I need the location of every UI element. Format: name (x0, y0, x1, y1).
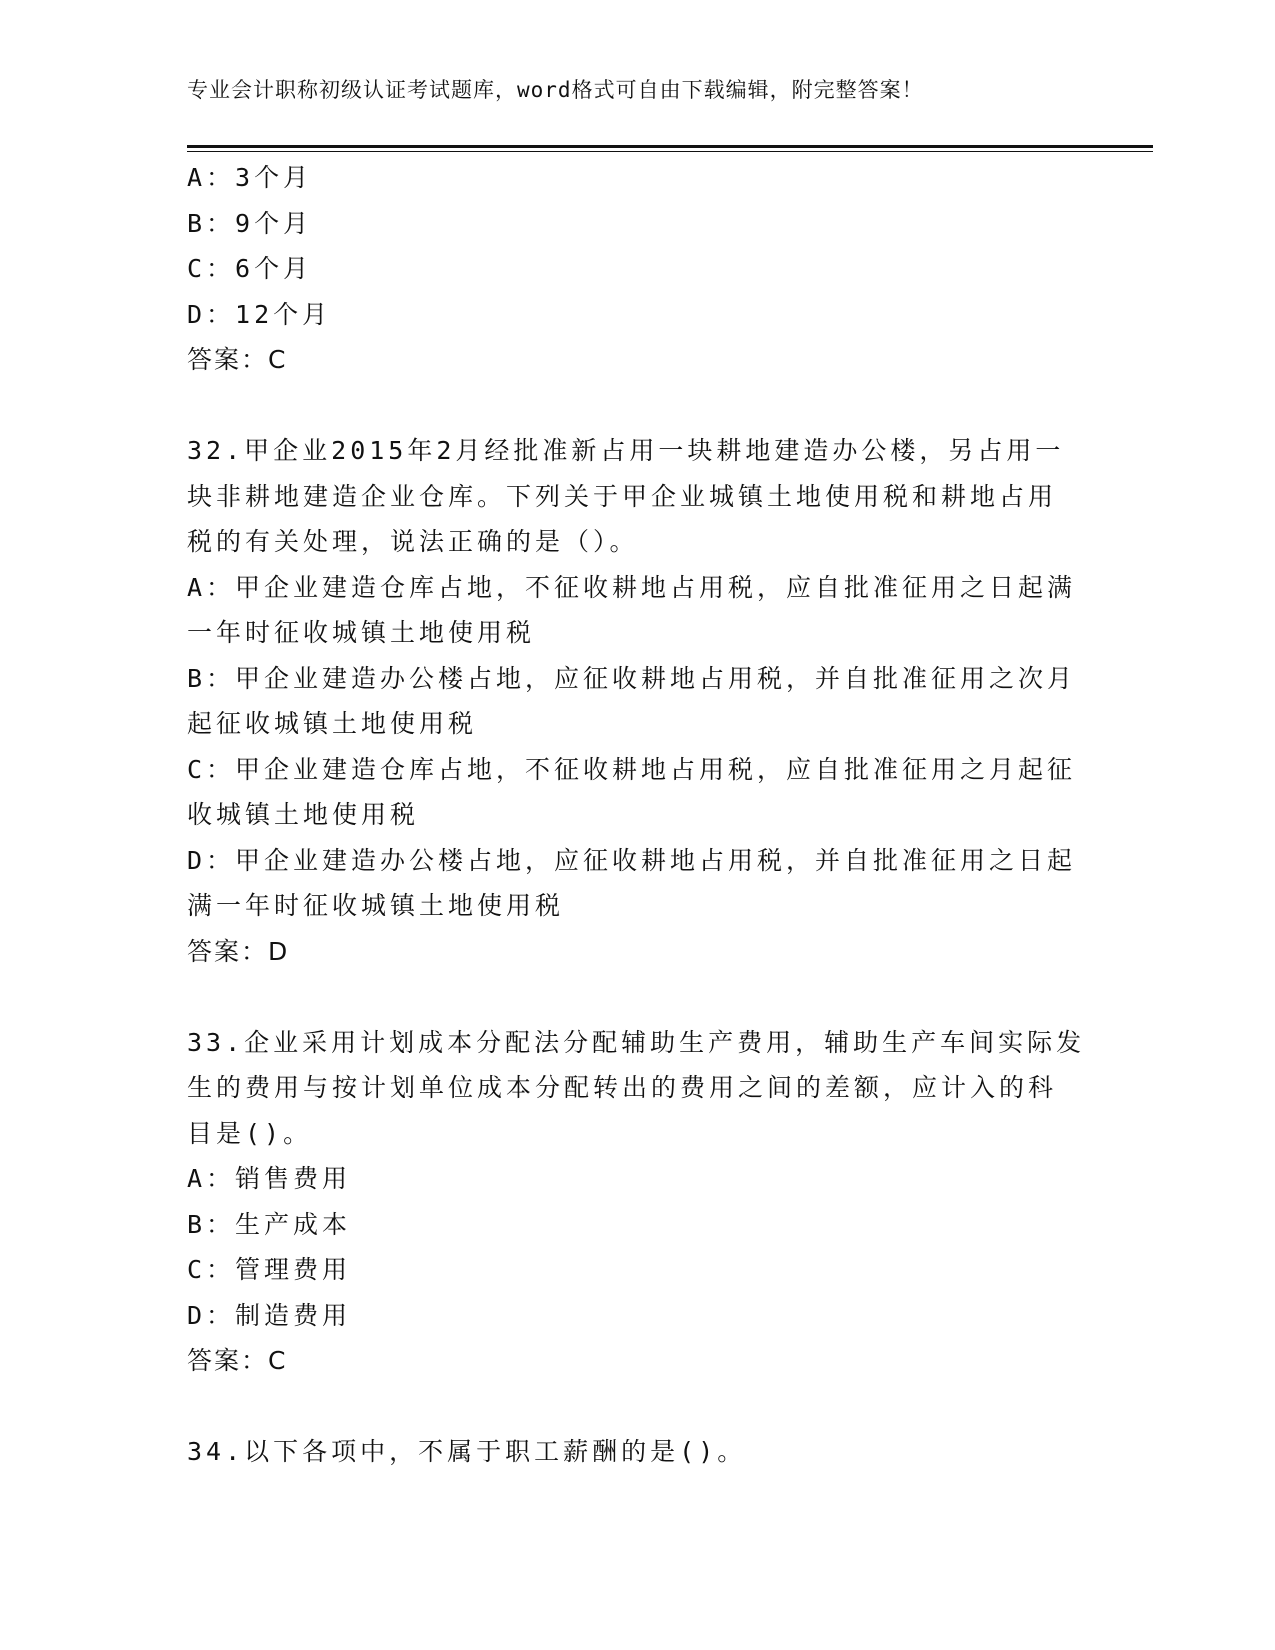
option-b: B：9个月 (187, 208, 313, 238)
option-c: C：甲企业建造仓库占地，不征收耕地占用税，应自批准征用之月起征 (187, 754, 1077, 784)
option-d: D：甲企业建造办公楼占地，应征收耕地占用税，并自批准征用之日起 (187, 845, 1077, 875)
question-32 (187, 428, 1087, 974)
option-a: A：销售费用 (187, 1164, 352, 1193)
page-header: 专业会计职称初级认证考试题库，word格式可自由下载编辑，附完整答案！ (187, 78, 924, 102)
option-b: B：生产成本 (187, 1209, 352, 1239)
question-stem: 税的有关处理，说法正确的是（）。 (187, 527, 639, 556)
header-rule-thin (187, 151, 1153, 152)
option-c: C：6个月 (187, 254, 313, 283)
question-stem: 块非耕地建造企业仓库。下列关于甲企业城镇土地使用税和耕地占用 (187, 481, 1058, 511)
question-stem: 33.企业采用计划成本分配法分配辅助生产费用，辅助生产车间实际发 (187, 1027, 1086, 1057)
answer: 答案：C (187, 1346, 288, 1375)
document-body (187, 155, 1087, 1475)
option-c-cont: 收城镇土地使用税 (187, 800, 420, 829)
option-d: D：制造费用 (187, 1300, 352, 1330)
question-stem: 34.以下各项中，不属于职工薪酬的是()。 (187, 1437, 747, 1466)
header-rule-thick (187, 145, 1153, 148)
answer: 答案：D (187, 936, 290, 966)
question-34 (187, 1429, 1087, 1475)
option-a: A：甲企业建造仓库占地，不征收耕地占用税，应自批准征用之日起满 (187, 572, 1077, 602)
question-stem: 生的费用与按计划单位成本分配转出的费用之间的差额，应计入的科 (187, 1073, 1058, 1102)
option-d: D：12个月 (187, 299, 332, 329)
question-31 (187, 155, 1087, 383)
question-33 (187, 1020, 1087, 1384)
option-c: C：管理费用 (187, 1255, 352, 1284)
option-b: B：甲企业建造办公楼占地，应征收耕地占用税，并自批准征用之次月 (187, 663, 1077, 693)
question-stem: 32.甲企业2015年2月经批准新占用一块耕地建造办公楼，另占用一 (187, 436, 1065, 465)
option-b-cont: 起征收城镇土地使用税 (187, 709, 478, 738)
answer: 答案：C (187, 345, 288, 374)
option-a-cont: 一年时征收城镇土地使用税 (187, 618, 536, 647)
option-a: A：3个月 (187, 163, 313, 192)
question-stem: 目是()。 (187, 1118, 313, 1148)
option-d-cont: 满一年时征收城镇土地使用税 (187, 891, 565, 920)
